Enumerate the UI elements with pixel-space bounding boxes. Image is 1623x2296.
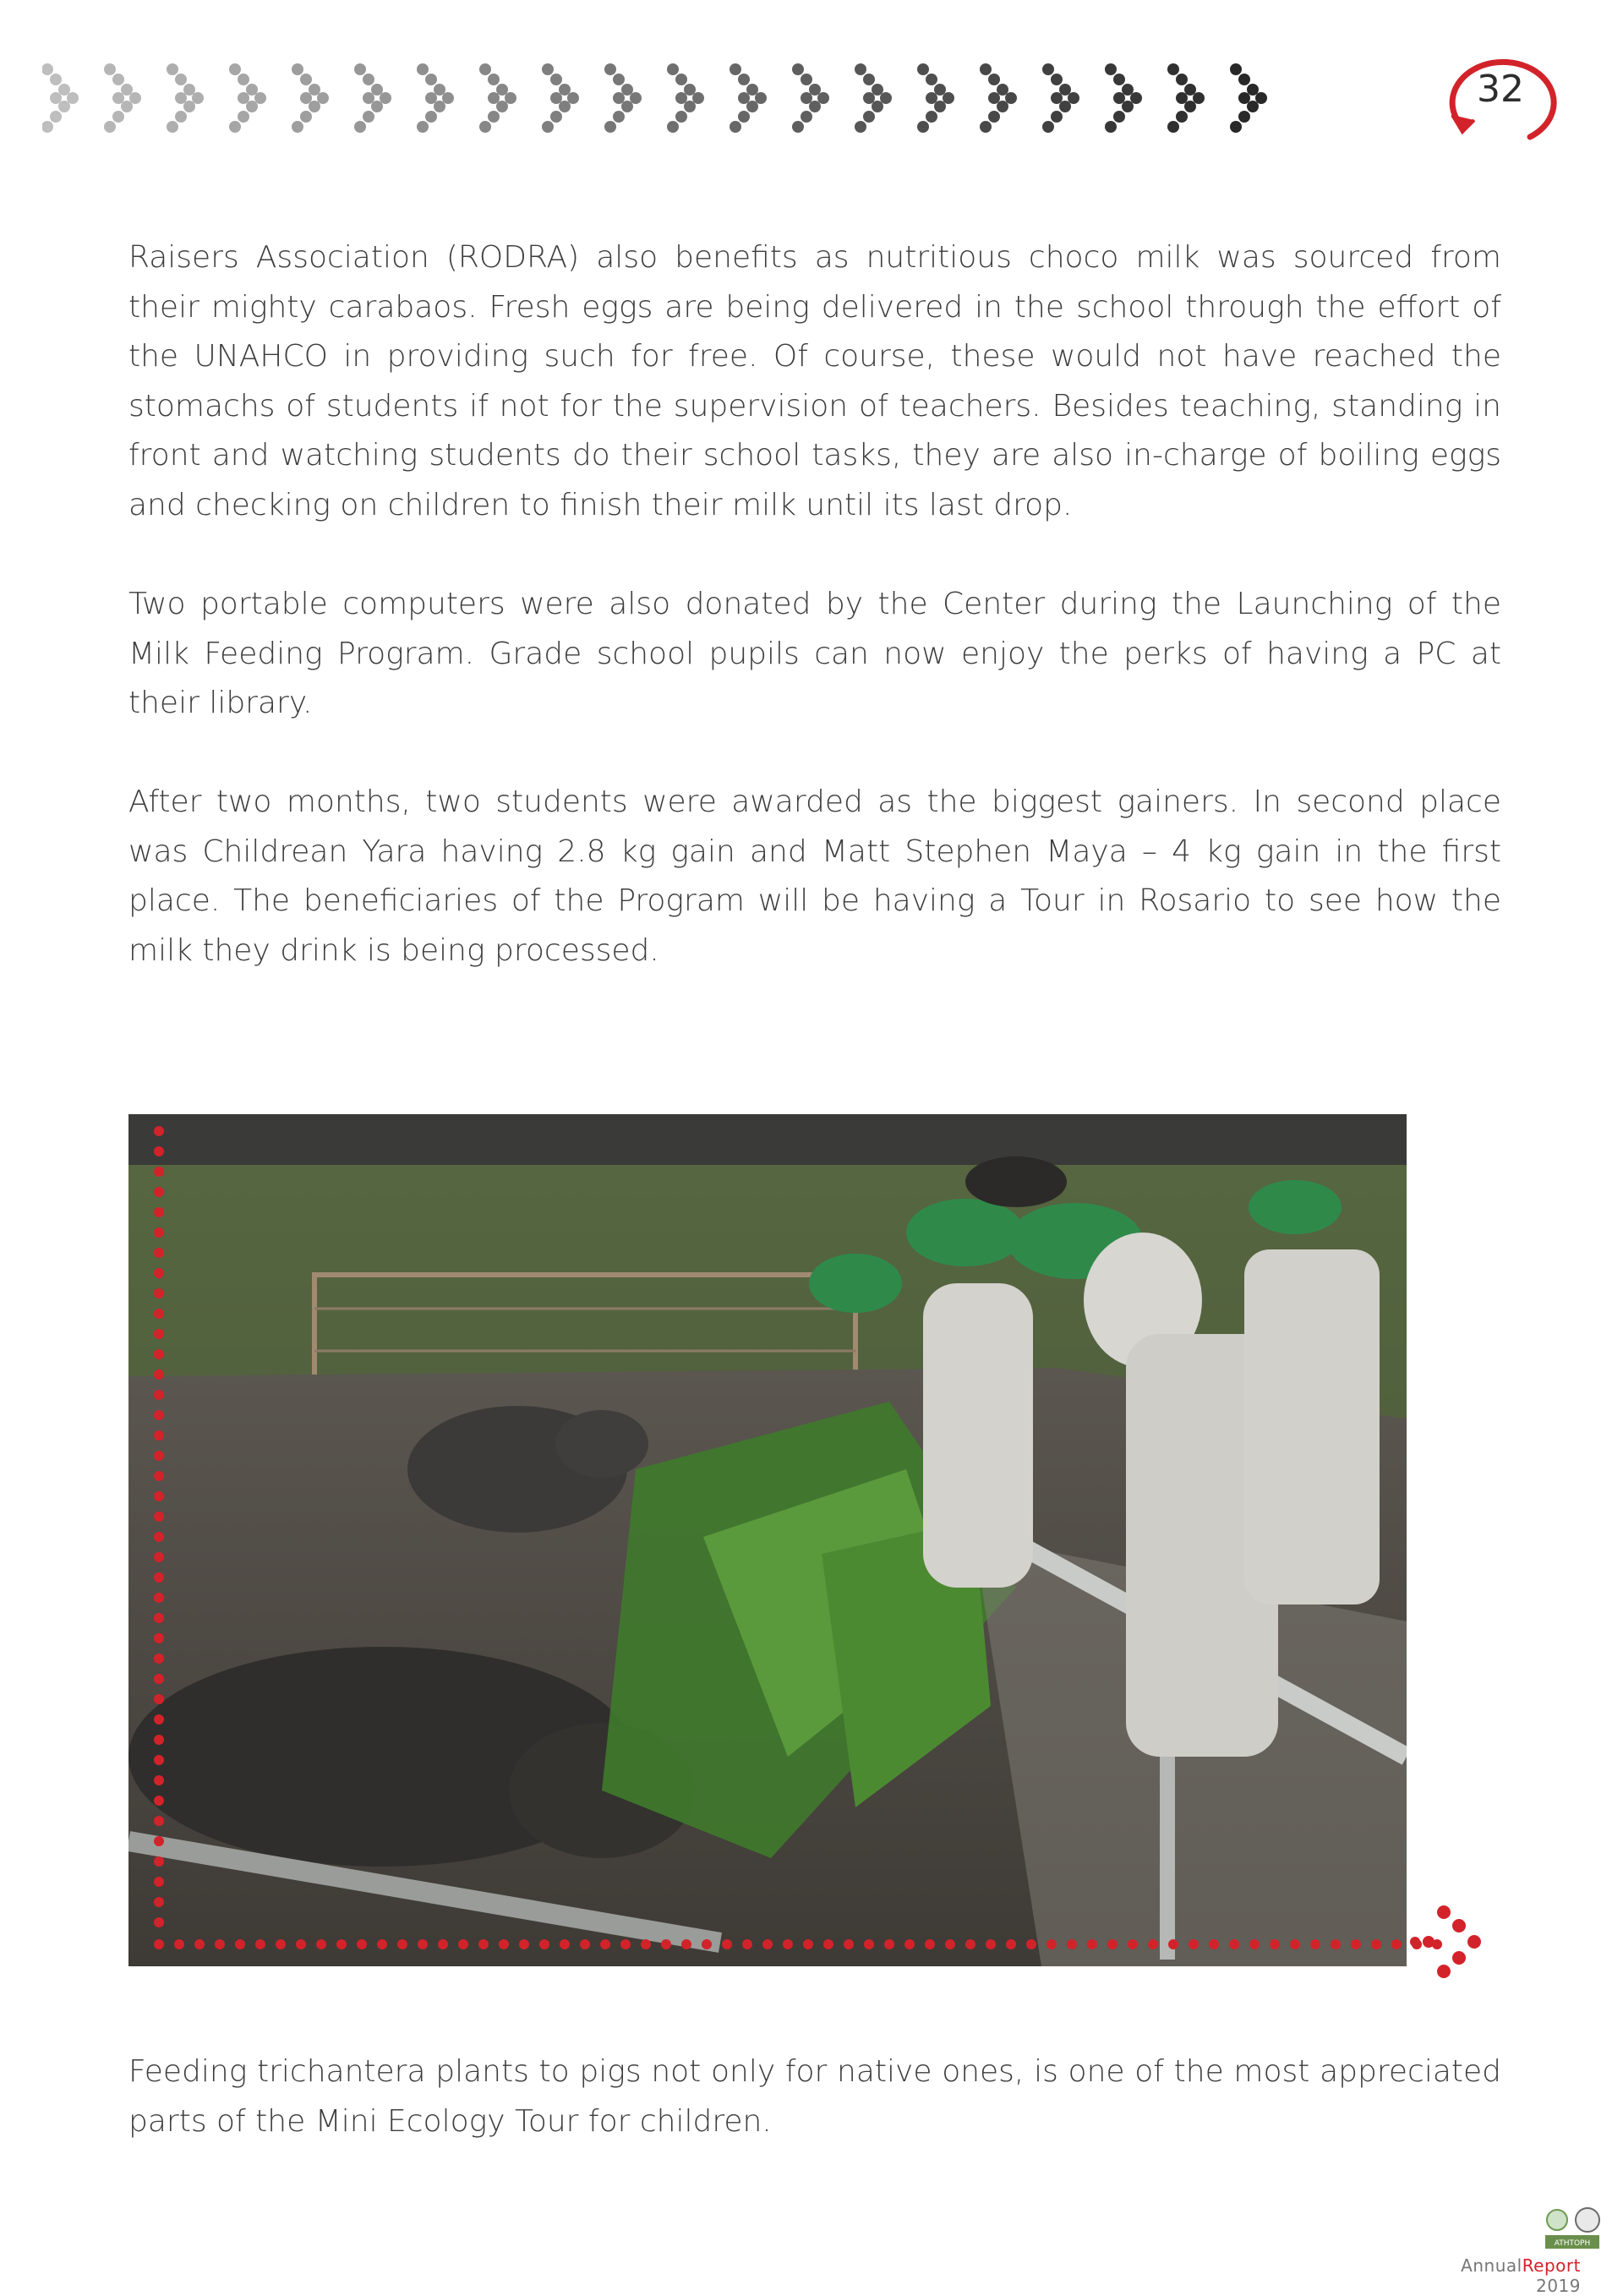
chevron-dots-icon (167, 63, 204, 133)
chevron-dots-icon (229, 63, 266, 133)
chevron-dots-icon (1042, 63, 1079, 133)
chevron-dots-icon (542, 63, 579, 133)
footer-year: 2019 (1536, 2276, 1581, 2296)
logo-text: ATHTOPH (1554, 2239, 1591, 2248)
chevron-dots-icon (1167, 63, 1205, 133)
footer-annual: Annual (1461, 2255, 1522, 2276)
page-number-badge (1437, 49, 1564, 150)
chevron-dots-icon (730, 63, 767, 133)
paragraph-rodra: Raisers Association (RODRA) also benefits as nutritious choco milk was sourced from their mighty carabaos. Fresh eggs are being delivered in the school through the effort of the UNAHCO in providing such for free. Of course, these would not have reached the stomachs of students if not for the supervision of teachers. Besides teaching, standing in front and watching students do their school tasks, they are also in-charge of boiling eggs and checking on children to finish their milk until its last drop. (128, 240, 1501, 522)
chevron-dots-icon (42, 63, 79, 133)
red-dotted-arrow-icon (1410, 1895, 1503, 1988)
photo-pig-feeding (128, 1114, 1407, 1966)
chevron-dots-icon (917, 63, 954, 133)
chevron-dots-icon (667, 63, 704, 133)
photo-caption: Feeding trichantera plants to pigs not only for native ones, is one of the most appreciated parts of the Mini Ecology Tour for children. (128, 2054, 1501, 2139)
chevron-dots-icon (1105, 63, 1142, 133)
chevron-dots-icon (1230, 63, 1267, 133)
chevron-dots-icon (604, 63, 642, 133)
header-chevron-decoration (42, 59, 1310, 135)
footer-annual-report (1429, 2255, 1581, 2296)
organization-logo (1538, 2205, 1606, 2255)
chevron-dots-icon (980, 63, 1017, 133)
paragraph-computers: Two portable computers were also donated by the Center during the Launching of the Milk Feeding Program. Grade school pupils can now enjoy the perks of having a PC at their library. (128, 587, 1501, 720)
chevron-dots-icon (417, 63, 454, 133)
paragraph-gainers: After two months, two students were awarded as the biggest gainers. In second place was Childrean Yara having 2.8 kg gain and Matt Stephen Maya – 4 kg gain in the first place. The beneficiaries of the Program will be having a Tour in Rosario to see how the milk they drink is being processed. (128, 784, 1501, 968)
chevron-dots-icon (354, 63, 391, 133)
page-number: 32 (1477, 68, 1524, 111)
chevron-dots-icon (855, 63, 892, 133)
chevron-dots-icon (479, 63, 516, 133)
pig-feeding-photo-image (128, 1114, 1407, 1966)
red-dotted-border-left (150, 1123, 167, 1943)
chevron-dots-icon (792, 63, 829, 133)
chevron-dots-icon (104, 63, 141, 133)
red-dotted-border-bottom (150, 1936, 1444, 1953)
footer-report: Report (1522, 2255, 1581, 2276)
chevron-dots-icon (292, 63, 329, 133)
